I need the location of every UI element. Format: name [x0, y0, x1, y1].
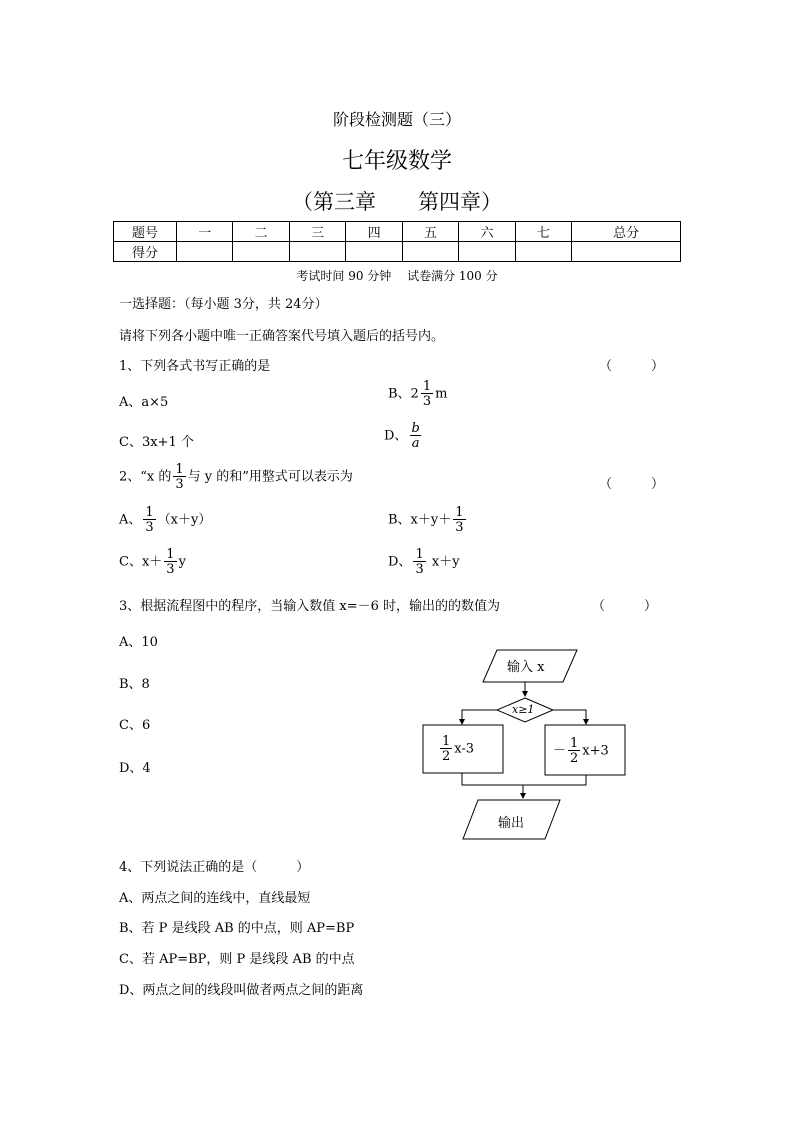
table-cell: 二 [233, 222, 289, 242]
subject-title: 七年级数学 [341, 149, 452, 174]
option-prefix: B、2 [388, 386, 419, 402]
question-1-stem: 1、下列各式书写正确的是 [119, 359, 271, 374]
numerator: 1 [570, 736, 579, 751]
denominator: 2 [570, 751, 579, 766]
fraction [409, 422, 421, 450]
fraction [173, 463, 185, 491]
option-suffix: （x＋y） [157, 512, 212, 528]
option-suffix: x＋y [431, 554, 460, 570]
fraction [568, 737, 580, 765]
numerator: 1 [442, 734, 451, 749]
q3-option-c: C、6 [119, 718, 151, 733]
score-input-cell[interactable] [459, 242, 515, 262]
flow-output-label: 输出 [498, 816, 525, 831]
stem-suffix: 与 y 的和”用整式可以表示为 [187, 469, 353, 485]
table-cell: 题号 [114, 222, 177, 242]
expression-suffix: x-3 [454, 741, 475, 757]
option-prefix: D、 [384, 428, 408, 444]
denominator: 3 [145, 520, 154, 535]
option-prefix: B、x＋y＋ [388, 512, 452, 528]
numerator: 1 [166, 547, 175, 562]
q1-option-b [388, 380, 447, 408]
table-cell: 总分 [572, 222, 681, 242]
flow-right-expression [553, 737, 609, 765]
fraction [421, 380, 433, 408]
q1-option-d [384, 422, 424, 450]
score-table-header-row [114, 222, 681, 242]
q2-option-b [388, 506, 468, 534]
q2-option-d [388, 548, 460, 576]
denominator: 3 [415, 562, 424, 577]
table-cell: 六 [459, 222, 515, 242]
stem-prefix: 2、“x 的 [119, 469, 172, 485]
answer-paren[interactable]: （ ） [599, 477, 665, 492]
table-cell: 三 [289, 222, 345, 242]
flow-left-expression [438, 735, 474, 763]
chapter-title: （第三章 第四章） [292, 190, 502, 214]
section-title: 一选择题：（每小题 3分，共 24分） [119, 297, 328, 312]
numerator: 1 [175, 462, 184, 477]
flow-input-label: 输入 x [507, 660, 545, 675]
q4-option-d: D、两点之间的线段叫做者两点之间的距离 [119, 983, 364, 998]
q2-option-c [119, 548, 186, 576]
option-suffix: m [435, 386, 448, 402]
option-suffix: y [178, 554, 186, 570]
option-prefix: A、 [119, 512, 142, 528]
exam-info: 考试时间 90 分钟 试卷满分 100 分 [296, 269, 498, 283]
denominator: 3 [455, 520, 464, 535]
fraction [164, 548, 176, 576]
score-input-cell[interactable] [515, 242, 571, 262]
q3-option-b: B、8 [119, 677, 150, 692]
arrow-connector [462, 710, 497, 724]
option-prefix: C、x＋ [119, 554, 163, 570]
question-3-stem: 3、根据流程图中的程序，当输入数值 x=－6 时，输出的的数值为 [119, 599, 501, 614]
numerator: 1 [455, 505, 464, 520]
fraction [440, 735, 452, 763]
fraction [143, 506, 155, 534]
score-input-cell[interactable] [346, 242, 402, 262]
answer-paren[interactable]: （ ） [592, 599, 658, 614]
denominator: 2 [442, 749, 451, 764]
q3-option-a: A、10 [119, 635, 158, 650]
q4-option-c: C、若 AP=BP，则 P 是线段 AB 的中点 [119, 952, 355, 967]
numerator: 1 [422, 379, 432, 394]
expression-prefix: － [553, 743, 567, 759]
option-prefix: D、 [388, 554, 412, 570]
table-cell: 得分 [114, 242, 177, 262]
question-2-stem [119, 463, 353, 491]
denominator: a [411, 436, 420, 451]
numerator: b [411, 421, 420, 436]
q1-option-a: A、a×5 [119, 395, 169, 410]
score-table [113, 221, 681, 262]
score-input-cell[interactable] [289, 242, 345, 262]
score-table-score-row [114, 242, 681, 262]
score-input-cell[interactable] [177, 242, 233, 262]
question-4-stem: 4、下列说法正确的是（ ） [119, 860, 310, 875]
q2-option-a [119, 506, 211, 534]
stage-title: 阶段检测题（三） [332, 110, 461, 129]
flow-condition-label: x≥1 [512, 703, 535, 716]
section-instruction: 请将下列各小题中唯一正确答案代号填入题后的括号内。 [119, 329, 445, 344]
score-input-cell[interactable] [233, 242, 289, 262]
answer-paren[interactable]: （ ） [599, 359, 665, 374]
fraction [413, 548, 425, 576]
numerator: 1 [415, 547, 424, 562]
q4-option-a: A、两点之间的连线中，直线最短 [119, 891, 311, 906]
q3-option-d: D、4 [119, 761, 151, 776]
expression-suffix: x+3 [582, 743, 609, 759]
table-cell: 一 [177, 222, 233, 242]
fraction [453, 506, 465, 534]
q1-option-c: C、3x+1 个 [119, 435, 194, 450]
score-input-cell[interactable] [572, 242, 681, 262]
numerator: 1 [145, 505, 154, 520]
q4-option-b: B、若 P 是线段 AB 的中点，则 AP=BP [119, 921, 355, 936]
score-input-cell[interactable] [402, 242, 458, 262]
table-cell: 五 [402, 222, 458, 242]
arrow-connector [553, 710, 586, 724]
denominator: 3 [175, 477, 184, 492]
table-cell: 四 [346, 222, 402, 242]
table-cell: 七 [515, 222, 571, 242]
denominator: 3 [166, 562, 175, 577]
denominator: 3 [422, 394, 432, 409]
